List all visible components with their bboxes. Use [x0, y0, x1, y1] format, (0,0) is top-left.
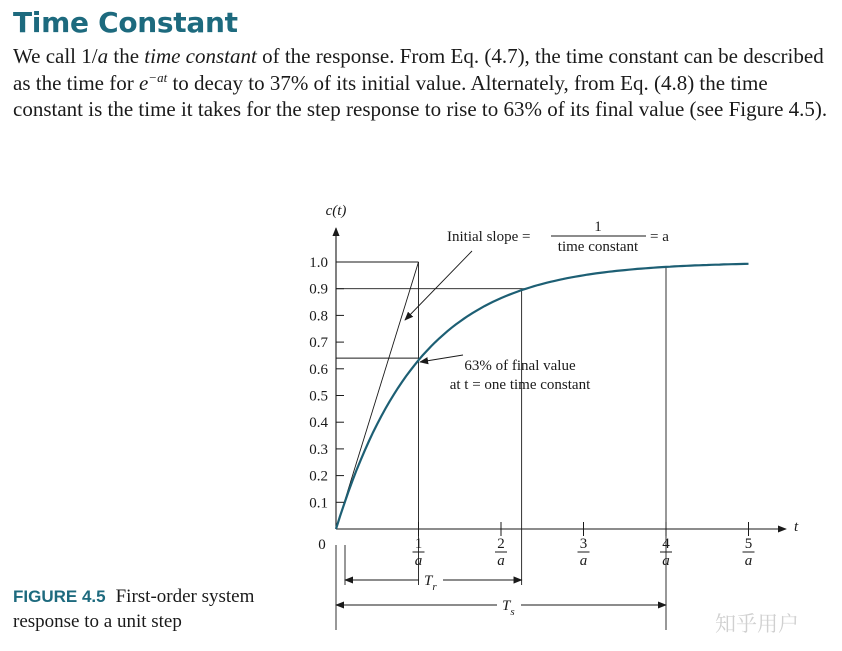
paragraph-segment: 1/	[81, 44, 98, 68]
response-curve-group	[336, 264, 749, 529]
slope-annotation-numerator: 1	[594, 219, 602, 235]
slope-annotation-denominator: time constant	[557, 239, 639, 255]
watermark: 知乎用户	[715, 612, 799, 636]
figure-caption-label: FIGURE 4.5	[13, 587, 106, 606]
origin-label: 0	[318, 537, 326, 553]
x-tick-numerator: 4	[662, 536, 670, 552]
figure-caption-text: First-order system response to a unit step	[13, 586, 255, 632]
y-tick-label: 0.2	[309, 468, 328, 485]
pct-annotation-line1: 63% of final value	[464, 358, 576, 374]
x-tick-numerator: 5	[744, 536, 753, 552]
y-tick-label: 0.5	[309, 388, 328, 405]
slope-annotation-arrow	[405, 251, 472, 320]
x-tick-denominator: a	[579, 553, 588, 569]
y-tick-label: 1.0	[309, 255, 328, 271]
y-tick-label: 0.9	[309, 281, 328, 298]
x-tick-denominator: a	[497, 553, 505, 569]
pct-annotation-arrow	[420, 355, 463, 362]
figure-caption	[13, 585, 303, 634]
y-tick-label: 0.3	[309, 441, 328, 458]
y-tick-label: 0.8	[309, 308, 328, 325]
paragraph-segment: of the response. From Eq. (4.7), the time constant can be described as the time for	[13, 44, 824, 95]
x-tick-numerator: 2	[497, 536, 505, 552]
y-tick-label: 0.4	[309, 415, 328, 432]
y-tick-label: 0.6	[309, 361, 328, 378]
paragraph-segment: −at	[148, 69, 168, 85]
paragraph-segment: a	[97, 44, 109, 68]
x-tick-numerator: 3	[579, 536, 588, 552]
x-tick-denominator: a	[744, 553, 753, 569]
slope-annotation-prefix: Initial slope =	[447, 229, 531, 245]
pct-annotation-line2: at t = one time constant	[449, 377, 591, 393]
y-tick-label: 0.1	[309, 495, 328, 512]
response-curve	[336, 264, 749, 529]
ticks	[309, 255, 754, 569]
x-axis-label: t	[794, 519, 799, 535]
y-tick-label: 0.7	[309, 335, 328, 352]
tr-label-main: T	[424, 573, 433, 589]
tr-label	[424, 573, 437, 593]
paragraph-segment: e	[138, 70, 149, 95]
x-tick-denominator: a	[414, 553, 423, 569]
paragraph-segment: We call	[13, 44, 82, 68]
slope-annotation-suffix: = a	[650, 229, 669, 245]
tr-label-sub: r	[432, 581, 437, 593]
ts-label	[502, 598, 515, 618]
paragraph-segment: time constant	[144, 44, 257, 68]
paragraph-segment: the	[108, 44, 145, 68]
y-axis-label: c(t)	[325, 203, 347, 219]
guide-lines	[336, 262, 666, 630]
paragraph-segment: to decay to 37% of its initial value. Alternately, from Eq. (4.8) the time constant is the time it takes for the step response to rise to 63% of its final value (see Figure 4.5).	[13, 70, 828, 121]
section-heading: Time Constant	[13, 6, 238, 39]
ts-label-main: T	[502, 598, 511, 614]
x-tick-denominator: a	[662, 553, 670, 569]
ts-label-sub: s	[510, 606, 515, 618]
x-tick-numerator: 1	[414, 536, 423, 552]
